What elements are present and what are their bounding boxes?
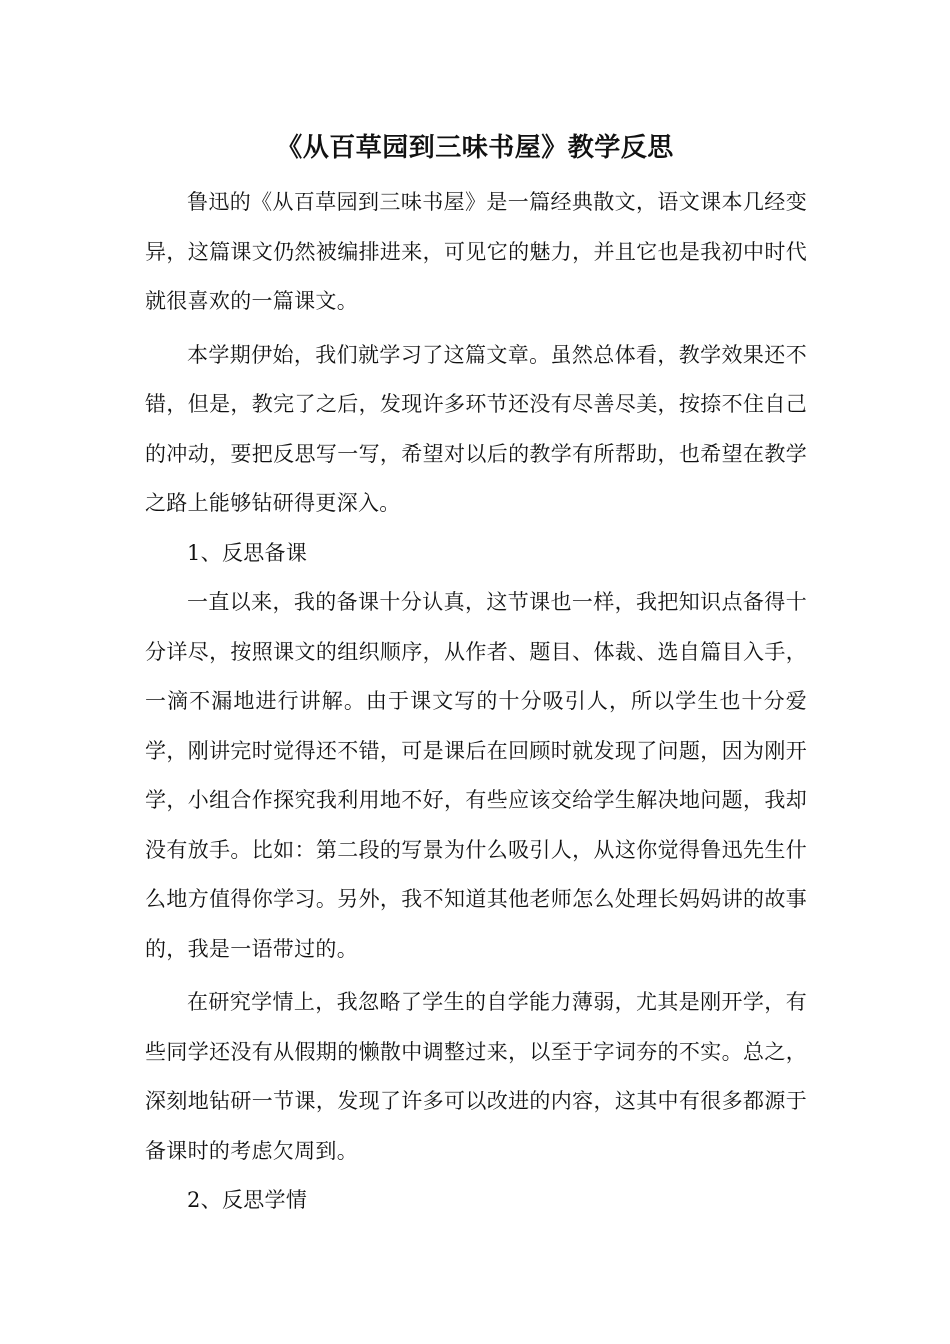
- paragraph-semester: 本学期伊始，我们就学习了这篇文章。虽然总体看，教学效果还不错，但是，教完了之后，发现许多环节还没有尽善尽美，按捺不住自己的冲动，要把反思写一写，希望对以后的教学有所帮助，也希望在教学之路上能够钻研得更深入。: [145, 342, 807, 515]
- section-heading-lesson-prep: 1、反思备课: [187, 540, 308, 565]
- paragraph-lesson-prep: 一直以来，我的备课十分认真，这节课也一样，我把知识点备得十分详尽，按照课文的组织顺序，从作者、题目、体裁、选自篇目入手，一滴不漏地进行讲解。由于课文写的十分吸引人，所以学生也十分爱学，刚讲完时觉得还不错，可是课后在回顾时就发现了问题，因为刚开学，小组合作探究我利用地不好，有些应该交给学生解决地问题，我却没有放手。比如：第二段的写景为什么吸引人，从这你觉得鲁迅先生什么地方值得你学习。另外，我不知道其他老师怎么处理长妈妈讲的故事的，我是一语带过的。: [145, 590, 807, 961]
- document-title: 《从百草园到三味书屋》教学反思: [276, 133, 674, 163]
- paragraph-learning-situation: 在研究学情上，我忽略了学生的自学能力薄弱，尤其是刚开学，有些同学还没有从假期的懒散中调整过来，以至于字词夯的不实。总之，深刻地钻研一节课，发现了许多可以改进的内容，这其中有很多都源于备课时的考虑欠周到。: [145, 990, 807, 1163]
- section-heading-learning-situation: 2、反思学情: [187, 1188, 308, 1212]
- paragraph-intro: 鲁迅的《从百草园到三味书屋》是一篇经典散文，语文课本几经变异，这篇课文仍然被编排进来，可见它的魅力，并且它也是我初中时代就很喜欢的一篇课文。: [145, 190, 807, 313]
- document-body: [145, 178, 807, 1226]
